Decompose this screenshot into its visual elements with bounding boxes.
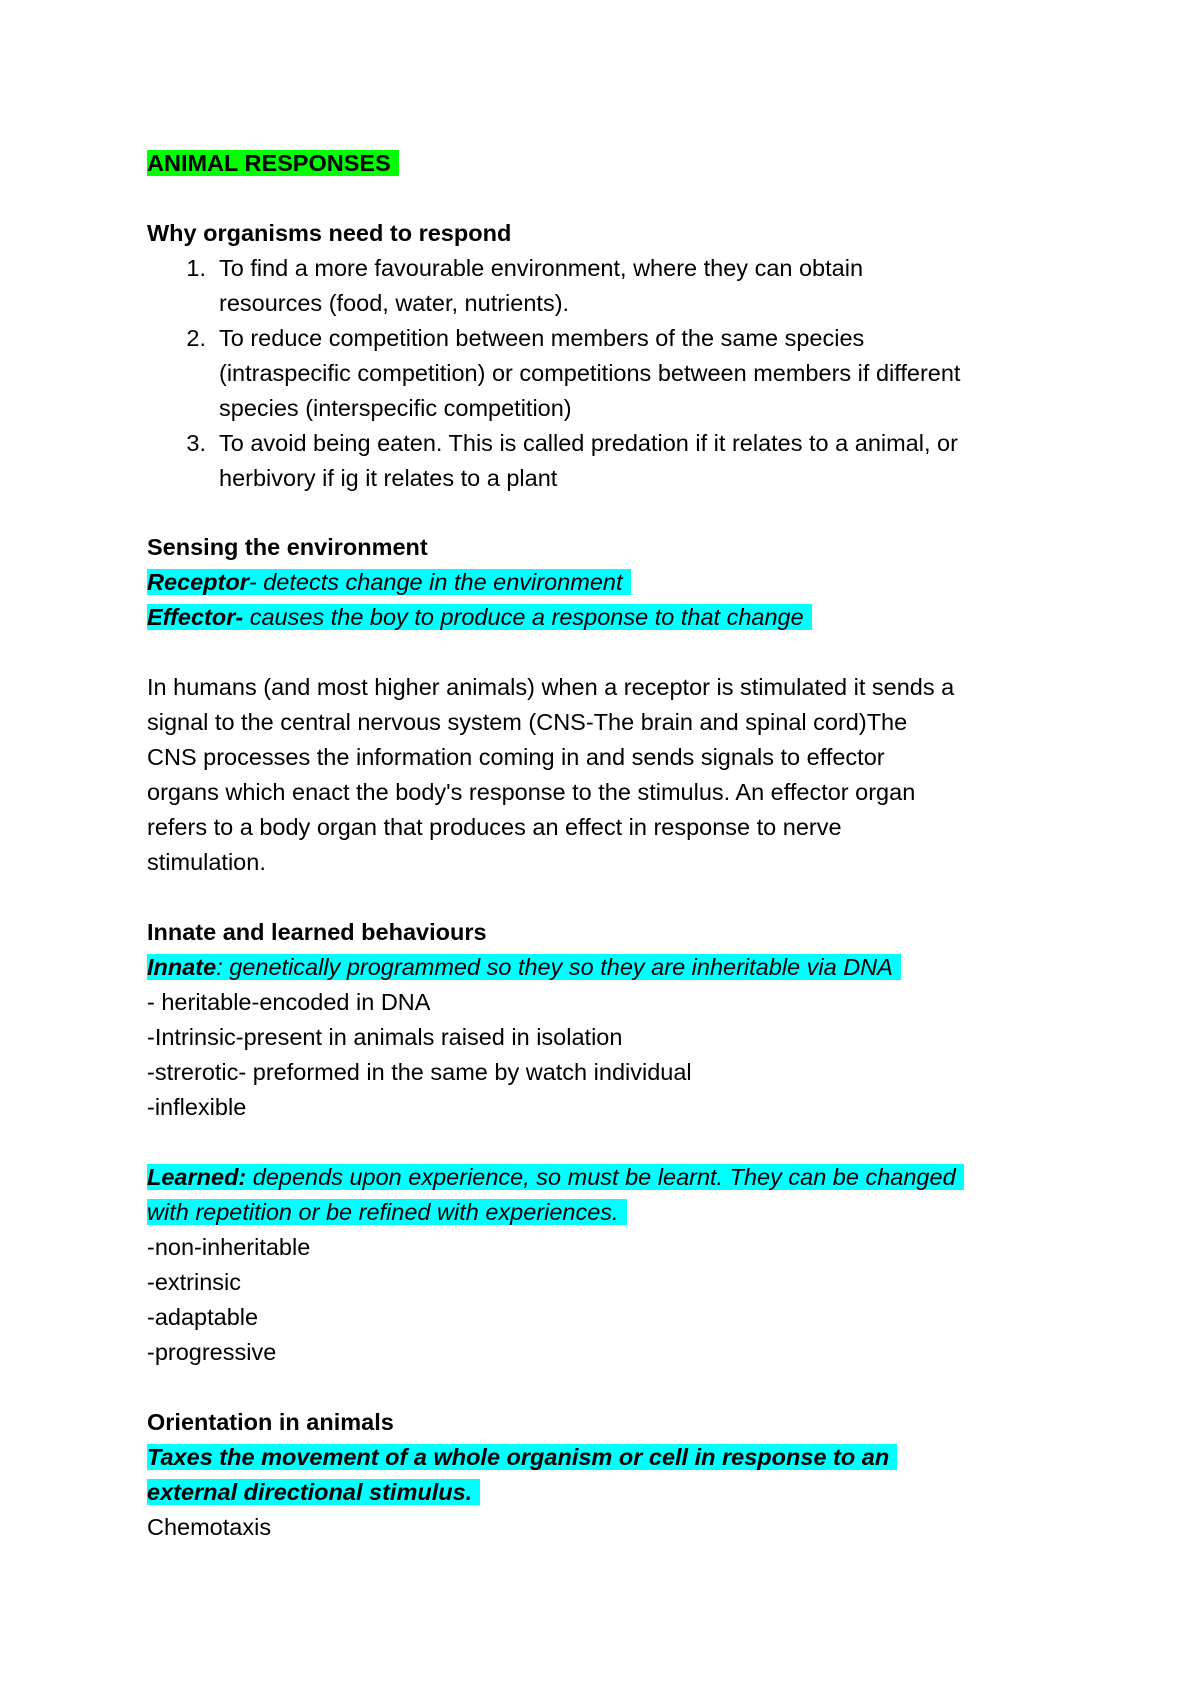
document-title: ANIMAL RESPONSES [147,146,399,181]
bullet-line: -progressive [147,1339,277,1365]
bullet-line: -adaptable [147,1304,259,1330]
taxes-definition-continuation: external directional stimulus. [147,1475,480,1510]
taxes-definition: Taxes the movement of a whole organism or cell in response to an [147,1440,897,1475]
paragraph-line: refers to a body organ that produces an effect in response to nerve [147,814,842,840]
paragraph-line: signal to the central nervous system (CNS-The brain and spinal cord)The [147,709,908,735]
list-item-continuation: resources (food, water, nutrients). [219,290,570,316]
list-item-continuation: species (interspecific competition) [219,395,572,421]
chemotaxis-label: Chemotaxis [147,1514,272,1540]
paragraph-line: CNS processes the information coming in and sends signals to effector [147,744,885,770]
receptor-definition: Receptor- detects change in the environment [147,565,631,600]
section-heading-why-respond: Why organisms need to respond [147,220,512,246]
section-heading-behaviours: Innate and learned behaviours [147,919,487,945]
bullet-line: -inflexible [147,1094,247,1120]
paragraph-line: In humans (and most higher animals) when a receptor is stimulated it sends a [147,674,955,700]
learned-definition-continuation: with repetition or be refined with experiences. [147,1195,627,1230]
list-item-continuation: (intraspecific competition) or competitions between members if different [219,360,961,386]
section-heading-orientation: Orientation in animals [147,1409,394,1435]
bullet-line: -strerotic- preformed in the same by watch individual [147,1059,692,1085]
bullet-line: -extrinsic [147,1269,242,1295]
paragraph-line: organs which enact the body's response to the stimulus. An effector organ [147,779,916,805]
learned-definition: Learned: depends upon experience, so must be learnt. They can be changed [147,1160,964,1195]
paragraph-line: stimulation. [147,849,266,875]
innate-definition: Innate: genetically programmed so they so they are inheritable via DNA [147,950,901,985]
effector-definition: Effector- causes the boy to produce a response to that change [147,600,812,635]
bullet-line: - heritable-encoded in DNA [147,989,431,1015]
list-item-continuation: herbivory if ig it relates to a plant [219,465,558,491]
section-heading-sensing: Sensing the environment [147,534,428,560]
bullet-line: -Intrinsic-present in animals raised in isolation [147,1024,623,1050]
document-page: ANIMAL RESPONSES Why organisms need to respond 1. To find a more favourable environment, where they can obtain resources (food, water, nutrients). 2. To reduce competition between members of the same species (intraspecific competition) or competitions between members if different species (interspecific competition) 3. To avoid being eaten. This is called predation if it relates to a animal, or herbivory if ig it relates to a plant Sensing the environment Receptor- detects change in the environment Effector- causes the boy to produce a response to that change In humans (and most higher animals) when a receptor is stimulated it sends a signal to the central nervous system (CNS-The brain and spinal cord)The CNS processes the information coming in and sends signals to effector organs which enact the body's response to the stimulus. An effector organ refers to a body organ that produces an effect in response to nerve stimulation. Innate and learned behaviours Innate: genetically programmed so they so they are inheritable via DNA - heritable-encoded in DNA -Intrinsic-present in animals raised in isolation -strerotic- preformed in the same by watch individual -inflexible Learned: depends upon experience, so must be learnt. They can be changed with repetition or be refined with experiences. -non-inheritable -extrinsic -adaptable -progressive Orientation in animals Taxes the movement of a whole organism or cell in response to an external directional stimulus. Chemotaxis [0,0,1200,1698]
bullet-line: -non-inheritable [147,1234,311,1260]
